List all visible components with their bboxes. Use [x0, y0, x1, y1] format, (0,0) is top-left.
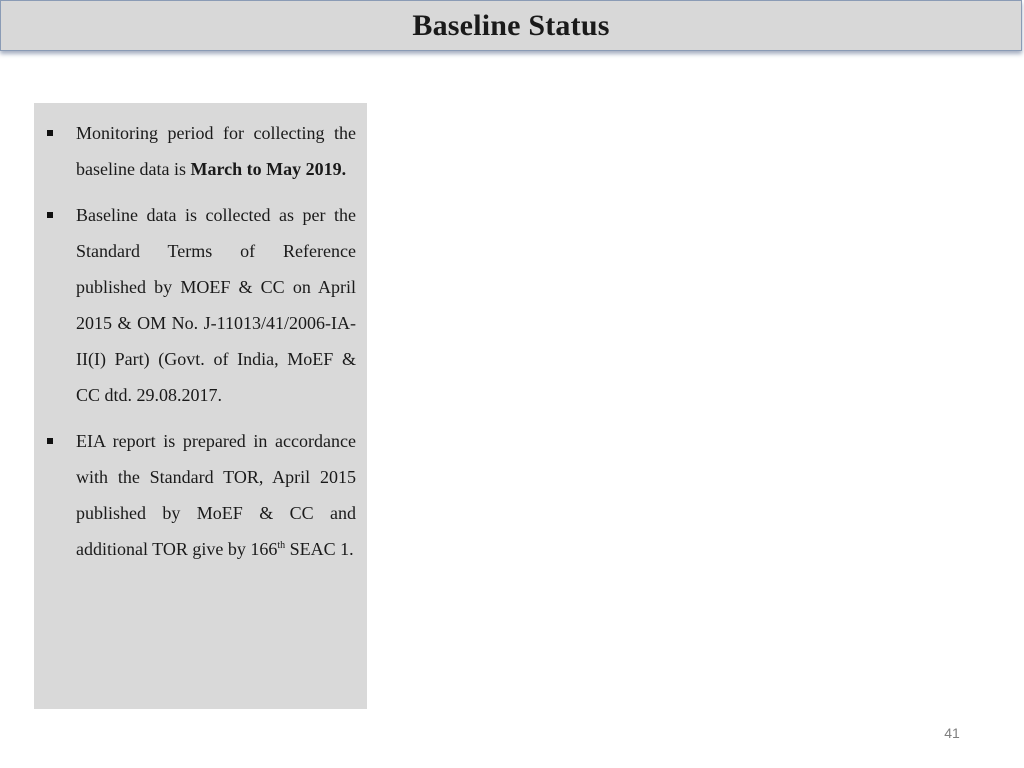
bullet-item-baseline-data [44, 197, 356, 413]
bullet-list [44, 115, 356, 567]
bullet-text: Monitoring period for collecting the baseline data is [76, 123, 356, 179]
title-bar [0, 0, 1022, 51]
page-number: 41 [944, 725, 960, 741]
bullet-text-end: SEAC 1. [285, 539, 354, 559]
square-bullet-icon [47, 130, 53, 136]
bullet-bold-text: March to May 2019. [190, 159, 347, 179]
bullet-text: EIA report is prepared in accordance with the Standard TOR, April 2015 published by MoEF & CC and additional TOR give by 166 [76, 431, 356, 559]
slide-title: Baseline Status [412, 8, 610, 42]
ordinal-superscript: th [277, 540, 286, 551]
content-box [34, 103, 367, 709]
bullet-item-eia-report [44, 423, 356, 567]
square-bullet-icon [47, 212, 53, 218]
bullet-item-monitoring-period [44, 115, 356, 187]
square-bullet-icon [47, 438, 53, 444]
bullet-text: Baseline data is collected as per the Standard Terms of Reference published by MOEF & CC on April 2015 & OM No. J-11013/41/2006-IA-II(I) Part) (Govt. of India, MoEF & CC dtd. 29.08.2017. [76, 205, 356, 405]
